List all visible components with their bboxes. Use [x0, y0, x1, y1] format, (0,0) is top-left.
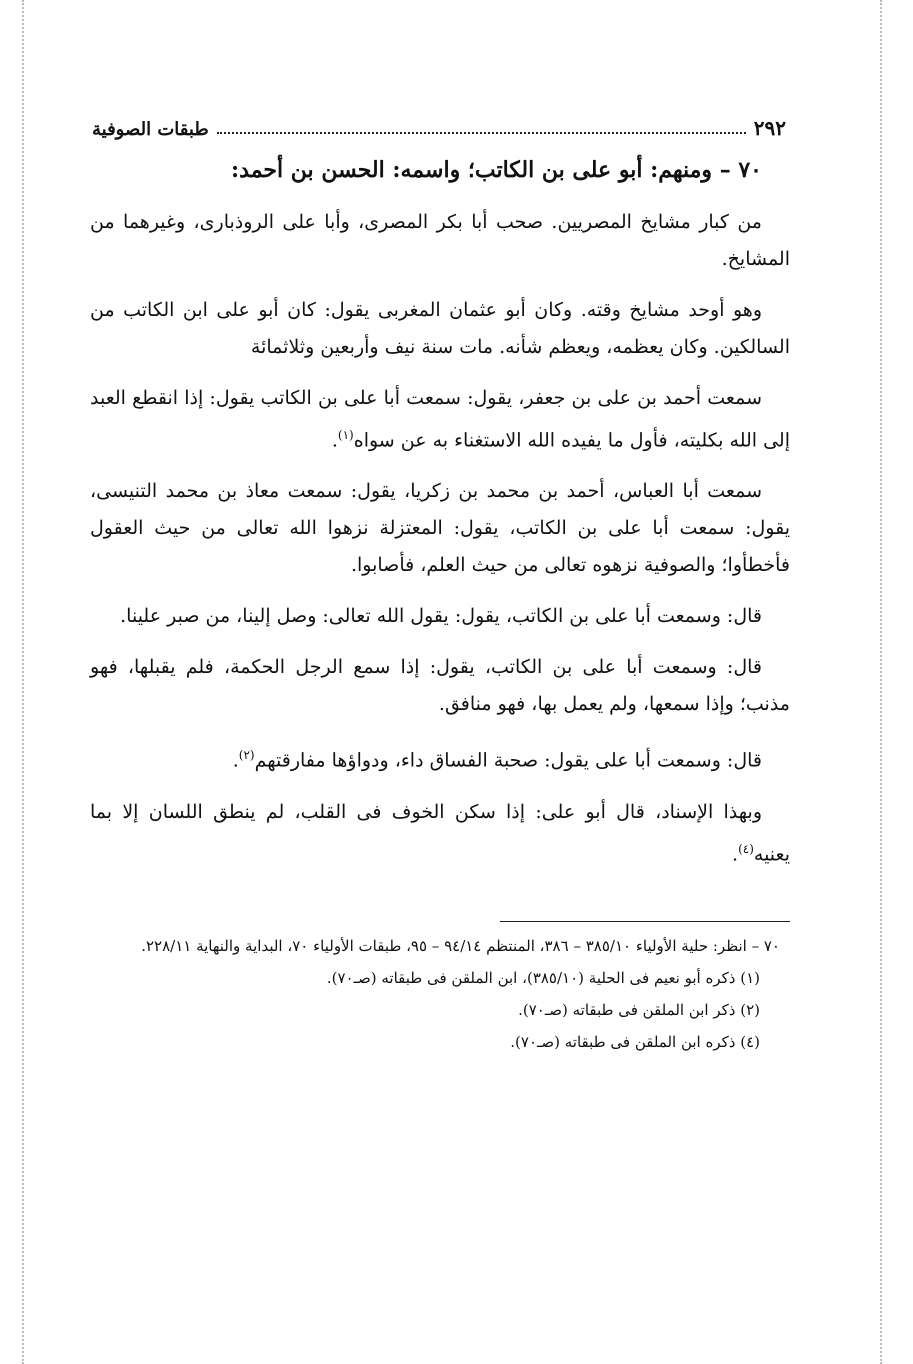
- footnote-divider: [500, 921, 790, 922]
- running-header: [90, 108, 790, 140]
- header-leader-dots: [217, 132, 746, 134]
- paragraph-8: وبهذا الإسناد، قال أبو على: إذا سكن الخوف فى القلب، لم ينطق اللسان إلا بما يعنيه$^{(٤)}$.: [90, 800, 790, 865]
- footnote-ref-2[interactable]: (٢): [238, 748, 255, 763]
- scan-edge-left: [22, 0, 24, 1364]
- paragraph-5: قال: وسمعت أبا على بن الكاتب، يقول: يقول الله تعالى: وصل إلينا، من صبر علينا.: [120, 605, 762, 628]
- paragraph-4: سمعت أبا العباس، أحمد بن محمد بن زكريا، يقول: سمعت معاذ بن محمد التنيسى، يقول: سمعت أبا على بن الكاتب، يقول: المعتزلة نزهوا الله تعالى من حيث العقول فأخطأوا؛ والصوفية نزهوه تعالى من حيث العلم، فأصابوا.: [90, 480, 790, 577]
- footnote-ref-1[interactable]: (١): [337, 428, 354, 442]
- paragraph-2: وهو أوحد مشايخ وقته. وكان أبو عثمان المغربى يقول: كان أبو على ابن الكاتب من السالكين. وكان يعظمه، ويعظم شأنه. مات سنة نيف وأربعين وثلاثمائة: [90, 299, 790, 358]
- scan-edge-right: [880, 0, 882, 1364]
- book-title: طبقات الصوفية: [92, 119, 209, 140]
- paragraph-3: سمعت أحمد بن على بن جعفر، يقول: سمعت أبا على بن الكاتب يقول: إذا انقطع العبد إلى الله بكليته، فأول ما يفيده الله الاستغناء به عن سواه$^{(١)}$.: [90, 387, 790, 452]
- book-page: [90, 108, 790, 1058]
- paragraph-1: من كبار مشايخ المصريين. صحب أبا بكر المصرى، وأبا على الروذبارى، وغيرهما من المشايخ.: [90, 211, 790, 270]
- footnotes: [90, 930, 790, 1058]
- footnote-2: (٢) ذكر ابن الملقن فى طبقاته (صـ٧٠).: [518, 1000, 760, 1019]
- footnote-1: (١) ذكره أبو نعيم فى الحلية (٣٨٥/١٠)، ابن الملقن فى طبقاته (صـ٧٠).: [326, 968, 760, 987]
- paragraph-6: قال: وسمعت أبا على بن الكاتب، يقول: إذا سمع الرجل الحكمة، فلم يقبلها، فهو مذنب؛ وإذا سمعها، ولم يعمل بها، فهو منافق.: [90, 656, 790, 716]
- page-number: ٢٩٢: [753, 116, 786, 140]
- paragraph-7: قال: وسمعت أبا على يقول: صحبة الفساق داء، ودواؤها مفارقتهم$^{(٢)}$.: [232, 748, 762, 772]
- footnote-ref-4[interactable]: (٤): [738, 841, 754, 856]
- footnote-4: (٤) ذكره ابن الملقن فى طبقاته (صـ٧٠).: [510, 1032, 760, 1051]
- footnote-sources: ٧٠ – انظر: حلية الأولياء ٣٨٥/١٠ – ٣٨٦، المنتظم ٩٤/١٤ – ٩٥، طبقات الأولياء ٧٠، البداية والنهاية ٢٢٨/١١.: [141, 936, 780, 955]
- entry-title: ٧٠ – ومنهم: أبو على بن الكاتب؛ واسمه: الحسن بن أحمد:: [231, 157, 762, 183]
